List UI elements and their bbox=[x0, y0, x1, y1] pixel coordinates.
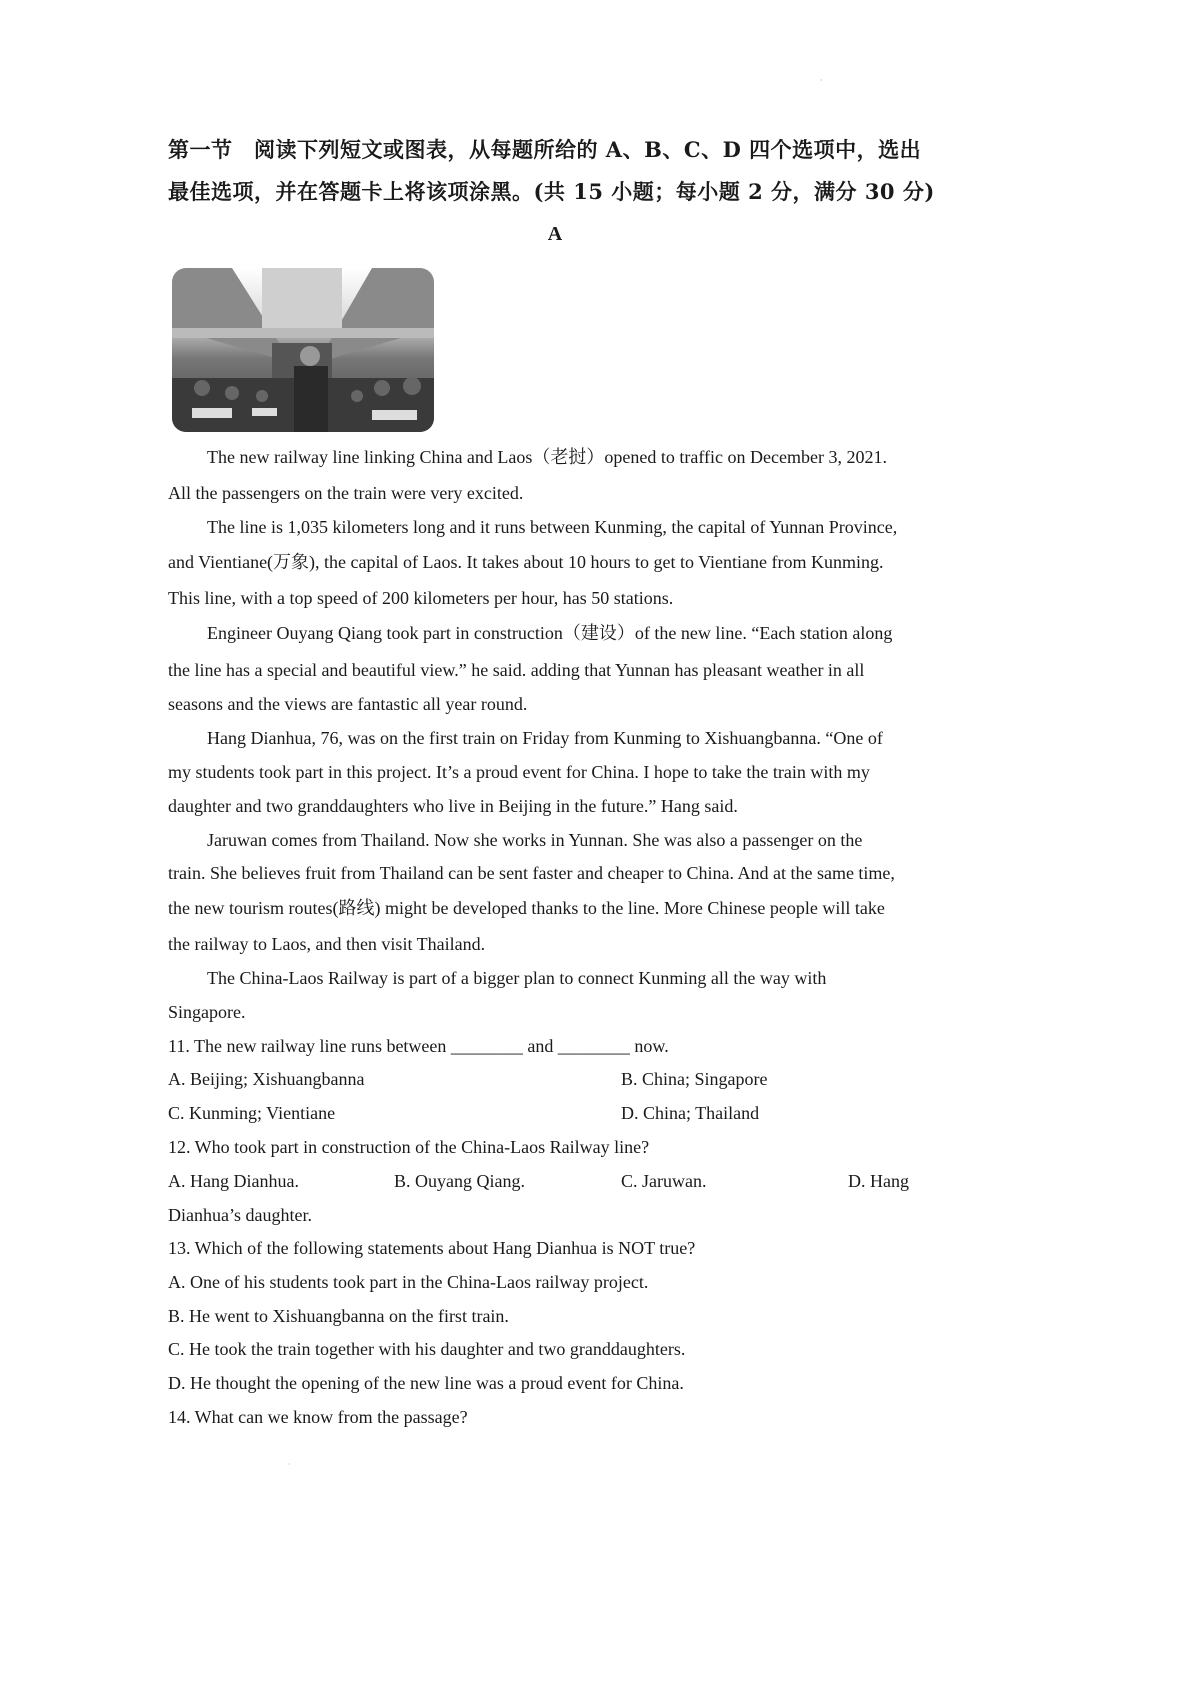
answer-option: D. Hang bbox=[848, 1171, 909, 1191]
passage-line: Jaruwan comes from Thailand. Now she works in Yunnan. She was also a passenger on the bbox=[207, 830, 863, 850]
question-stem: 12. Who took part in construction of the China-Laos Railway line? bbox=[168, 1137, 650, 1157]
passage-line: This line, with a top speed of 200 kilometers per hour, has 50 stations. bbox=[168, 588, 674, 608]
scan-speck: · bbox=[288, 1460, 291, 1469]
answer-option: C. Kunming; Vientiane bbox=[168, 1103, 336, 1123]
passage-line: The line is 1,035 kilometers long and it runs between Kunming, the capital of Yunnan Province, bbox=[207, 517, 898, 537]
answer-option: B. Ouyang Qiang. bbox=[394, 1171, 525, 1191]
passage-line: daughter and two granddaughters who live in Beijing in the future.” Hang said. bbox=[168, 796, 738, 816]
instruction-line-2: 最佳选项，并在答题卡上将该项涂黑。(共 15 小题；每小题 2 分，满分 30 分) bbox=[168, 179, 935, 204]
passage-line: All the passengers on the train were very excited. bbox=[168, 483, 524, 503]
passage-line: seasons and the views are fantastic all year round. bbox=[168, 694, 528, 714]
passage-line: the line has a special and beautiful view.” he said. adding that Yunnan has pleasant weather in all bbox=[168, 660, 865, 680]
question-stem: 11. The new railway line runs between ________ and ________ now. bbox=[168, 1036, 669, 1056]
passage-line: The China-Laos Railway is part of a bigger plan to connect Kunming all the way with bbox=[207, 968, 827, 988]
passage-line: Hang Dianhua, 76, was on the first train on Friday from Kunming to Xishuangbanna. “One of bbox=[207, 728, 883, 748]
answer-option: D. China; Thailand bbox=[621, 1103, 760, 1123]
answer-option: A. Hang Dianhua. bbox=[168, 1171, 299, 1191]
train-interior-photo bbox=[172, 268, 434, 432]
answer-option: C. Jaruwan. bbox=[621, 1171, 707, 1191]
question-stem: 13. Which of the following statements about Hang Dianhua is NOT true? bbox=[168, 1238, 696, 1258]
passage-line: and Vientiane(万象), the capital of Laos. It takes about 10 hours to get to Vientiane from Kunming. bbox=[168, 552, 884, 572]
scan-speck: · bbox=[820, 76, 823, 85]
passage-line: Singapore. bbox=[168, 1002, 246, 1022]
answer-option: C. He took the train together with his daughter and two granddaughters. bbox=[168, 1339, 686, 1359]
answer-option: A. Beijing; Xishuangbanna bbox=[168, 1069, 365, 1089]
passage-line: the new tourism routes(路线) might be developed thanks to the line. More Chinese people will take bbox=[168, 898, 885, 918]
answer-option: A. One of his students took part in the China-Laos railway project. bbox=[168, 1272, 649, 1292]
passage-line: Engineer Ouyang Qiang took part in construction（建设）of the new line. “Each station along bbox=[207, 623, 893, 643]
answer-option: Dianhua’s daughter. bbox=[168, 1205, 312, 1225]
instruction-line-1: 第一节 阅读下列短文或图表，从每题所给的 A、B、C、D 四个选项中，选出 bbox=[168, 137, 922, 162]
section-label: A bbox=[547, 223, 563, 245]
answer-option: D. He thought the opening of the new line was a proud event for China. bbox=[168, 1373, 684, 1393]
question-stem: 14. What can we know from the passage? bbox=[168, 1407, 468, 1427]
passage-line: train. She believes fruit from Thailand can be sent faster and cheaper to China. And at the same time, bbox=[168, 863, 895, 883]
passage-line: the railway to Laos, and then visit Thailand. bbox=[168, 934, 486, 954]
answer-option: B. China; Singapore bbox=[621, 1069, 768, 1089]
passage-line: The new railway line linking China and Laos（老挝）opened to traffic on December 3, 2021. bbox=[207, 447, 887, 467]
answer-option: B. He went to Xishuangbanna on the first train. bbox=[168, 1306, 509, 1326]
passage-line: my students took part in this project. It’s a proud event for China. I hope to take the train with my bbox=[168, 762, 870, 782]
